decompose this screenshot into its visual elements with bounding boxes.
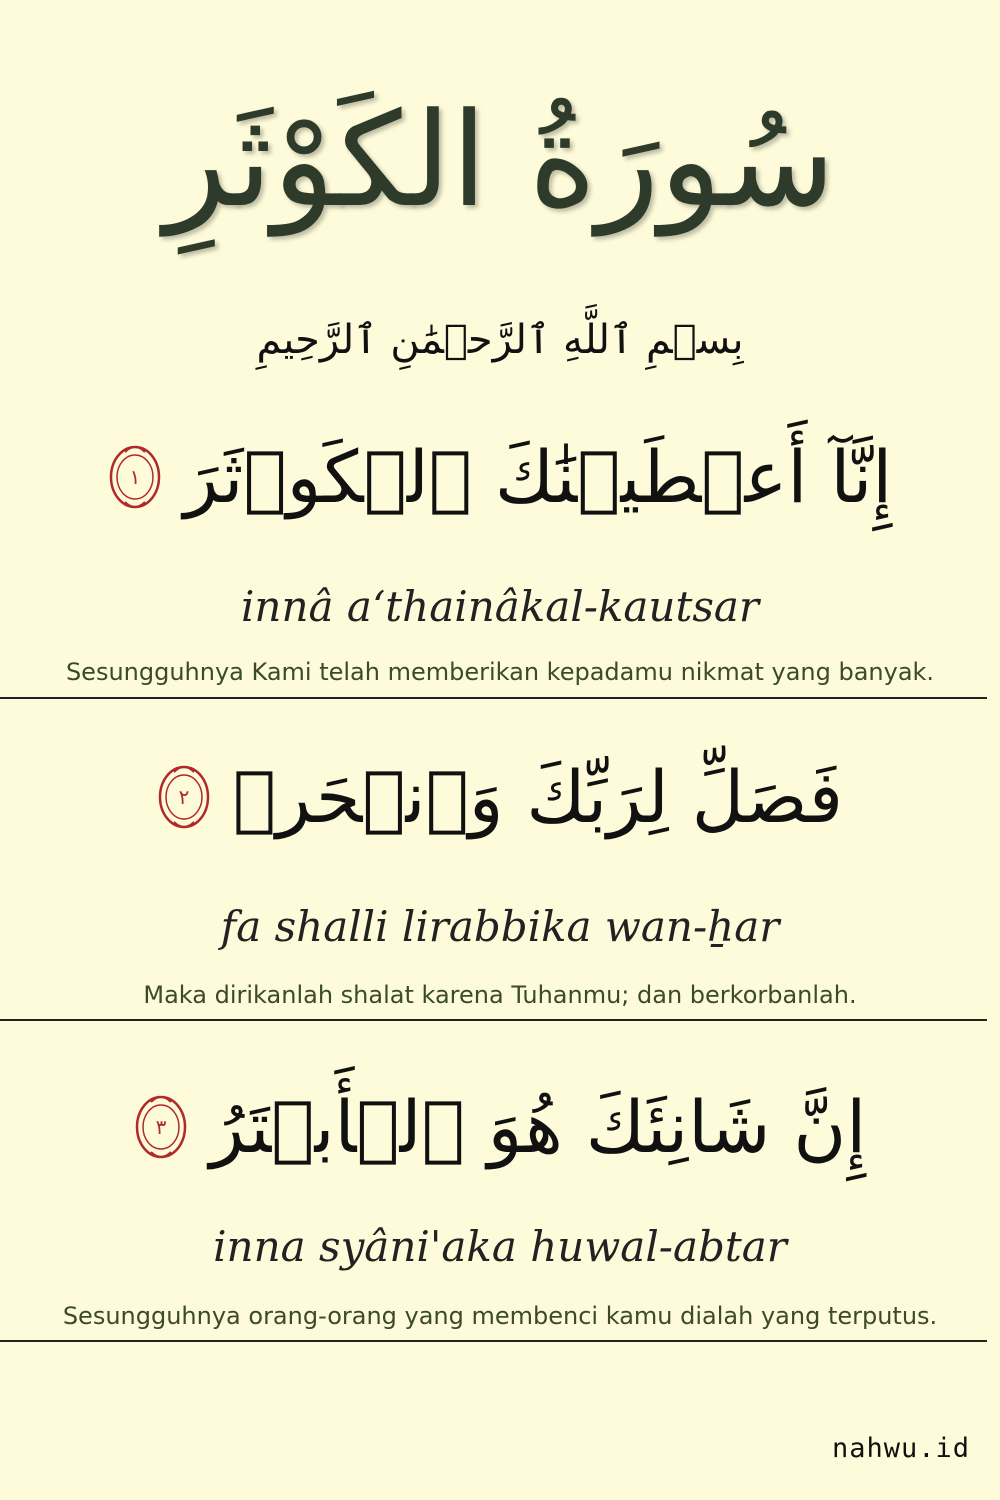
ayah-1-number: ١ — [129, 465, 141, 489]
site-watermark: nahwu.id — [831, 1433, 970, 1464]
basmala: بِسۡمِ ٱللَّهِ ٱلرَّحۡمَٰنِ ٱلرَّحِيمِ — [256, 317, 744, 363]
ayah-end-ornament-icon — [108, 444, 162, 510]
ayah-3-number: ٣ — [155, 1115, 167, 1139]
ayah-3-arabic: إِنَّ شَانِئَكَ هُوَ ٱلۡأَبۡتَرُ — [209, 1085, 867, 1169]
ayah-3-translation: Sesungguhnya orang-orang yang membenci kamu dialah yang terputus. — [62, 1302, 938, 1330]
ayah-1-transliteration: innâ a‘thainâkal-kautsar — [240, 582, 759, 631]
ayah-2-line — [0, 732, 1000, 862]
ayah-end-ornament-icon — [134, 1094, 188, 1160]
ayah-2-transliteration: fa shalli lirabbika wan-ẖar — [220, 902, 780, 951]
ayah-1-translation: Sesungguhnya Kami telah memberikan kepadamu nikmat yang banyak. — [65, 658, 935, 686]
surah-title: سُورَةُ الكَوْثَرِ — [164, 84, 836, 236]
divider — [0, 1019, 987, 1021]
ayah-2-arabic: فَصَلِّ لِرَبِّكَ وَٱنۡحَرۡ — [232, 755, 844, 839]
divider — [0, 1340, 987, 1342]
ayah-end-ornament-icon — [157, 764, 211, 830]
ayah-1-arabic: إِنَّآ أَعۡطَيۡنَٰكَ ٱلۡكَوۡثَرَ — [183, 435, 893, 519]
ayah-2-number-marker — [157, 764, 211, 830]
divider — [0, 697, 987, 699]
ayah-3-line — [0, 1062, 1000, 1192]
ayah-1-line — [0, 412, 1000, 542]
ayah-3-transliteration: inna syâni'aka huwal-abtar — [213, 1222, 787, 1271]
ayah-1-number-marker — [108, 444, 162, 510]
ayah-2-number: ٢ — [178, 785, 190, 809]
ayah-3-number-marker — [134, 1094, 188, 1160]
ayah-2-translation: Maka dirikanlah shalat karena Tuhanmu; dan berkorbanlah. — [143, 981, 857, 1009]
